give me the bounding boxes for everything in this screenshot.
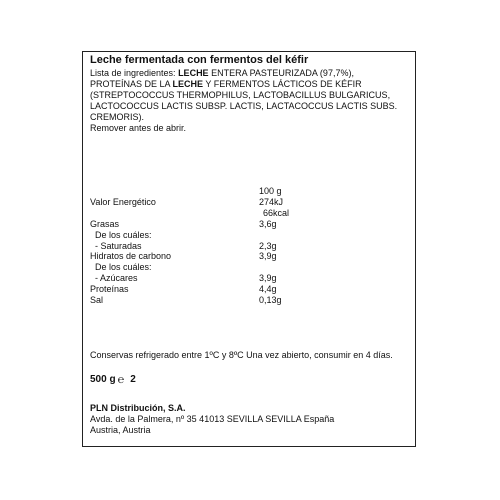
nutrition-value-fat: 3,6g	[259, 219, 277, 229]
nutrition-value-sugars: 3,9g	[259, 273, 277, 283]
nutrition-value-energy-kcal: 66kcal	[263, 208, 290, 218]
nutrition-label-salt: Sal	[90, 295, 104, 305]
nutrition-value-carbohydrates: 3,9g	[259, 251, 277, 261]
nutrition-value-protein: 4,4g	[259, 284, 277, 294]
ingredients-text-1: ENTERA PASTEURIZADA (97,7%), PROTEÍNAS DE LA	[90, 68, 354, 89]
nutrition-label-of-which-1: De los cuáles:	[95, 230, 152, 240]
product-title: Leche fermentada con fermentos del kéfir	[90, 54, 309, 66]
company-countries: Austria, Austria	[90, 425, 151, 435]
ingredients-prefix: Lista de ingredientes:	[90, 68, 179, 78]
nutrition-label-of-which-2: De los cuáles:	[95, 262, 152, 272]
nutrition-per-header: 100 g	[259, 186, 282, 196]
net-weight	[90, 374, 136, 385]
product-label	[82, 51, 416, 447]
company-address: Avda. de la Palmera, nº 35 41013 SEVILLA SEVILLA España	[90, 414, 335, 424]
nutrition-value-energy-kj: 274kJ	[259, 197, 284, 207]
usage-instruction: Remover antes de abrir.	[90, 123, 187, 133]
storage-instructions: Conservas refrigerado entre 1ºC y 8ºC Una vez abierto, consumir en 4 días.	[90, 350, 393, 360]
nutrition-label-carbohydrates: Hidratos de carbono	[90, 251, 172, 261]
nutrition-label-protein: Proteínas	[90, 284, 129, 294]
nutrition-label-fat: Grasas	[90, 219, 120, 229]
nutrition-label-sugars: - Azúcares	[95, 273, 138, 283]
nutrition-label-energy: Valor Energético	[90, 197, 156, 207]
allergen-milk: LECHE	[178, 68, 209, 78]
unit-count: 2	[130, 374, 136, 385]
ingredients-list	[90, 68, 408, 123]
nutrition-label-saturates: - Saturadas	[95, 241, 142, 251]
nutrition-value-saturates: 2,3g	[259, 241, 277, 251]
ingredients-text-2: Y FERMENTOS LÁCTICOS DE KÉFIR (STREPTOCOCCUS THERMOPHILUS, LACTOBACILLUS BULGARICUS, LACTOCOCCUS LACTIS SUBSP. LACTIS, LACTACOCCUS LACTIS SUBS. CREMORIS).	[90, 79, 398, 122]
company-name: PLN Distribución, S.A.	[90, 403, 186, 413]
e-mark-icon: ℮	[117, 373, 125, 386]
net-weight-value: 500 g	[90, 374, 116, 385]
nutrition-value-salt: 0,13g	[259, 295, 282, 305]
allergen-milk-2: LECHE	[172, 79, 204, 89]
